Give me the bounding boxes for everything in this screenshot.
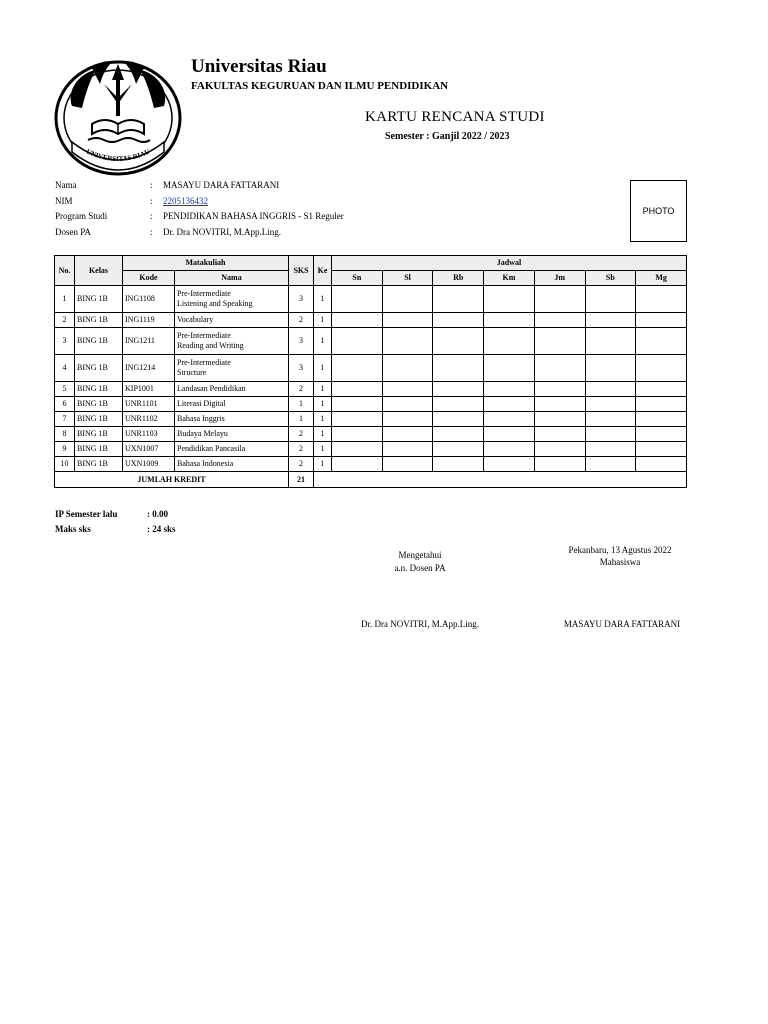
info-label: Dosen PA: [55, 227, 91, 237]
schedule-cell: [585, 397, 636, 412]
total-row: [55, 472, 687, 488]
max-sks-value: : 24 sks: [147, 524, 176, 534]
student-signature-name: MASAYU DARA FATTARANI: [563, 619, 681, 629]
schedule-cell: [484, 313, 535, 328]
schedule-cell: [332, 397, 383, 412]
header-ke: Ke: [314, 256, 332, 286]
schedule-cell: [433, 313, 484, 328]
cell-sks: 3: [289, 355, 314, 382]
header-day: Sb: [585, 271, 636, 286]
schedule-cell: [433, 328, 484, 355]
info-colon: :: [150, 227, 153, 237]
course-name-line: Pre-Intermediate: [177, 289, 231, 298]
cell-ke: 1: [314, 442, 332, 457]
cell-ke: 1: [314, 427, 332, 442]
header-no: No.: [55, 256, 75, 286]
schedule-cell: [382, 328, 433, 355]
cell-kode: UNR1103: [123, 427, 175, 442]
cell-ke: 1: [314, 382, 332, 397]
cell-sks: 2: [289, 457, 314, 472]
schedule-cell: [585, 355, 636, 382]
cell-nama: [175, 457, 289, 472]
cell-kelas: BING 1B: [75, 397, 123, 412]
schedule-cell: [534, 457, 585, 472]
schedule-cell: [382, 457, 433, 472]
place-date: Pekanbaru, 13 Agustus 2022: [568, 545, 672, 555]
header-day: Jm: [534, 271, 585, 286]
header-nama: Nama: [175, 271, 289, 286]
header-sks: SKS: [289, 256, 314, 286]
schedule-cell: [484, 442, 535, 457]
schedule-cell: [636, 328, 687, 355]
schedule-cell: [332, 382, 383, 397]
course-name-line: Budaya Melayu: [177, 429, 228, 438]
schedule-cell: [382, 412, 433, 427]
info-label: Nama: [55, 180, 77, 190]
schedule-cell: [484, 286, 535, 313]
max-sks-label: Maks sks: [55, 524, 91, 534]
cell-nama: [175, 427, 289, 442]
faculty-name: FAKULTAS KEGURUAN DAN ILMU PENDIDIKAN: [191, 80, 449, 92]
cell-kelas: BING 1B: [75, 412, 123, 427]
schedule-cell: [484, 397, 535, 412]
cell-no: 4: [55, 355, 75, 382]
schedule-cell: [484, 457, 535, 472]
cell-no: 2: [55, 313, 75, 328]
schedule-cell: [636, 286, 687, 313]
cell-ke: 1: [314, 328, 332, 355]
info-label: NIM: [55, 196, 73, 206]
schedule-cell: [585, 328, 636, 355]
schedule-cell: [382, 313, 433, 328]
schedule-cell: [636, 313, 687, 328]
header-day: Km: [484, 271, 535, 286]
cell-kelas: BING 1B: [75, 355, 123, 382]
total-sks: 21: [289, 472, 314, 488]
schedule-cell: [433, 286, 484, 313]
svg-text:UNIVERSITAS RIAU: UNIVERSITAS RIAU: [84, 147, 152, 164]
schedule-cell: [636, 442, 687, 457]
course-name-line: Pre-Intermediate: [177, 358, 231, 367]
cell-kode: ING1211: [123, 328, 175, 355]
schedule-cell: [484, 355, 535, 382]
schedule-cell: [585, 412, 636, 427]
schedule-cell: [332, 313, 383, 328]
schedule-cell: [585, 427, 636, 442]
photo-placeholder: [630, 180, 687, 242]
cell-no: 7: [55, 412, 75, 427]
schedule-cell: [382, 382, 433, 397]
table-row: [55, 313, 687, 328]
course-name-line: Landasan Pendidikan: [177, 384, 246, 393]
table-row: [55, 328, 687, 355]
schedule-cell: [332, 328, 383, 355]
cell-sks: 2: [289, 313, 314, 328]
cell-kode: KIP1001: [123, 382, 175, 397]
on-behalf-label: a.n. Dosen PA: [394, 563, 446, 573]
cell-kode: UNR1102: [123, 412, 175, 427]
header-kode: Kode: [123, 271, 175, 286]
schedule-cell: [636, 382, 687, 397]
cell-ke: 1: [314, 313, 332, 328]
cell-ke: 1: [314, 355, 332, 382]
schedule-cell: [433, 412, 484, 427]
table-row: [55, 397, 687, 412]
cell-kelas: BING 1B: [75, 286, 123, 313]
cell-nama: [175, 412, 289, 427]
header-day: Rb: [433, 271, 484, 286]
schedule-cell: [484, 427, 535, 442]
cell-nama: [175, 286, 289, 313]
schedule-cell: [636, 427, 687, 442]
cell-kode: UXN1007: [123, 442, 175, 457]
schedule-cell: [636, 412, 687, 427]
cell-nama: [175, 313, 289, 328]
table-row: [55, 355, 687, 382]
cell-no: 3: [55, 328, 75, 355]
schedule-cell: [484, 382, 535, 397]
schedule-cell: [585, 313, 636, 328]
table-row: [55, 412, 687, 427]
schedule-cell: [332, 355, 383, 382]
schedule-cell: [636, 397, 687, 412]
course-name-line: Structure: [177, 368, 207, 377]
schedule-cell: [534, 397, 585, 412]
ip-value: : 0.00: [147, 509, 168, 519]
schedule-cell: [332, 286, 383, 313]
schedule-cell: [534, 286, 585, 313]
schedule-cell: [636, 355, 687, 382]
cell-ke: 1: [314, 457, 332, 472]
schedule-cell: [332, 457, 383, 472]
course-name-line: Reading and Writing: [177, 341, 244, 350]
schedule-cell: [585, 382, 636, 397]
student-role-label: Mahasiswa: [599, 557, 641, 567]
cell-sks: 1: [289, 397, 314, 412]
schedule-cell: [534, 427, 585, 442]
info-colon: :: [150, 211, 153, 221]
cell-sks: 2: [289, 427, 314, 442]
schedule-cell: [433, 442, 484, 457]
cell-kelas: BING 1B: [75, 442, 123, 457]
schedule-cell: [433, 382, 484, 397]
cell-nama: [175, 397, 289, 412]
total-empty-cell: [314, 472, 687, 488]
cell-no: 8: [55, 427, 75, 442]
schedule-cell: [534, 382, 585, 397]
cell-kode: ING1214: [123, 355, 175, 382]
university-name: Universitas Riau: [191, 56, 327, 77]
schedule-cell: [433, 397, 484, 412]
cell-kelas: BING 1B: [75, 457, 123, 472]
course-name-line: Pre-Intermediate: [177, 331, 231, 340]
cell-kelas: BING 1B: [75, 382, 123, 397]
table-row: [55, 457, 687, 472]
cell-no: 6: [55, 397, 75, 412]
cell-kode: ING1119: [123, 313, 175, 328]
cell-kode: UXN1009: [123, 457, 175, 472]
cell-sks: 2: [289, 442, 314, 457]
schedule-cell: [484, 412, 535, 427]
academic-advisor: Dr. Dra NOVITRI, M.App.Ling.: [163, 227, 281, 237]
student-name: MASAYU DARA FATTARANI: [163, 180, 280, 190]
semester-label: Semester : Ganjil 2022 / 2023: [385, 131, 510, 142]
schedule-cell: [585, 442, 636, 457]
schedule-cell: [382, 286, 433, 313]
university-logo: [52, 54, 184, 178]
schedule-cell: [382, 427, 433, 442]
schedule-cell: [534, 328, 585, 355]
cell-ke: 1: [314, 412, 332, 427]
schedule-cell: [332, 427, 383, 442]
schedule-cell: [332, 442, 383, 457]
table-row: [55, 286, 687, 313]
course-name-line: Bahasa Inggris: [177, 414, 225, 423]
cell-nama: [175, 382, 289, 397]
course-table: [54, 255, 687, 488]
schedule-cell: [382, 397, 433, 412]
course-name-line: Listening and Speaking: [177, 299, 253, 308]
course-name-line: Bahasa Indonesia: [177, 459, 234, 468]
table-row: [55, 427, 687, 442]
info-label: Program Studi: [55, 211, 108, 221]
schedule-cell: [585, 286, 636, 313]
table-row: [55, 382, 687, 397]
photo-label: PHOTO: [642, 206, 675, 216]
header-day: Mg: [636, 271, 687, 286]
course-name-line: Pendidikan Pancasila: [177, 444, 246, 453]
schedule-cell: [534, 313, 585, 328]
ip-label: IP Semester lalu: [55, 509, 118, 519]
schedule-cell: [332, 412, 383, 427]
cell-sks: 3: [289, 328, 314, 355]
header-day: Sl: [382, 271, 433, 286]
cell-nama: [175, 328, 289, 355]
cell-kelas: BING 1B: [75, 328, 123, 355]
cell-kelas: BING 1B: [75, 427, 123, 442]
cell-sks: 3: [289, 286, 314, 313]
student-nim-link[interactable]: 2205136432: [163, 196, 208, 206]
schedule-cell: [636, 457, 687, 472]
header-matakuliah: Matakuliah: [123, 256, 289, 271]
schedule-cell: [433, 427, 484, 442]
cell-no: 10: [55, 457, 75, 472]
header-kelas: Kelas: [75, 256, 123, 286]
cell-sks: 2: [289, 382, 314, 397]
schedule-cell: [484, 328, 535, 355]
schedule-cell: [433, 457, 484, 472]
cell-nama: [175, 355, 289, 382]
cell-ke: 1: [314, 397, 332, 412]
header-day: Sn: [332, 271, 383, 286]
schedule-cell: [534, 412, 585, 427]
table-row: [55, 442, 687, 457]
cell-kode: ING1108: [123, 286, 175, 313]
total-label: JUMLAH KREDIT: [55, 472, 289, 488]
cell-nama: [175, 442, 289, 457]
cell-sks: 1: [289, 412, 314, 427]
document-title: KARTU RENCANA STUDI: [365, 109, 545, 125]
schedule-cell: [585, 457, 636, 472]
cell-no: 1: [55, 286, 75, 313]
cell-ke: 1: [314, 286, 332, 313]
cell-kode: UNR1101: [123, 397, 175, 412]
info-colon: :: [150, 196, 153, 206]
course-name-line: Literasi Digital: [177, 399, 226, 408]
cell-kelas: BING 1B: [75, 313, 123, 328]
cell-no: 9: [55, 442, 75, 457]
schedule-cell: [382, 442, 433, 457]
course-name-line: Vocabulary: [177, 315, 214, 324]
cell-no: 5: [55, 382, 75, 397]
study-program: PENDIDIKAN BAHASA INGGRIS - S1 Reguler: [163, 211, 344, 221]
schedule-cell: [534, 442, 585, 457]
acknowledged-label: Mengetahui: [398, 550, 442, 560]
schedule-cell: [433, 355, 484, 382]
schedule-cell: [382, 355, 433, 382]
schedule-cell: [534, 355, 585, 382]
header-jadwal: Jadwal: [332, 256, 687, 271]
advisor-signature-name: Dr. Dra NOVITRI, M.App.Ling.: [361, 619, 479, 629]
info-colon: :: [150, 180, 153, 190]
course-table-body: [55, 286, 687, 472]
